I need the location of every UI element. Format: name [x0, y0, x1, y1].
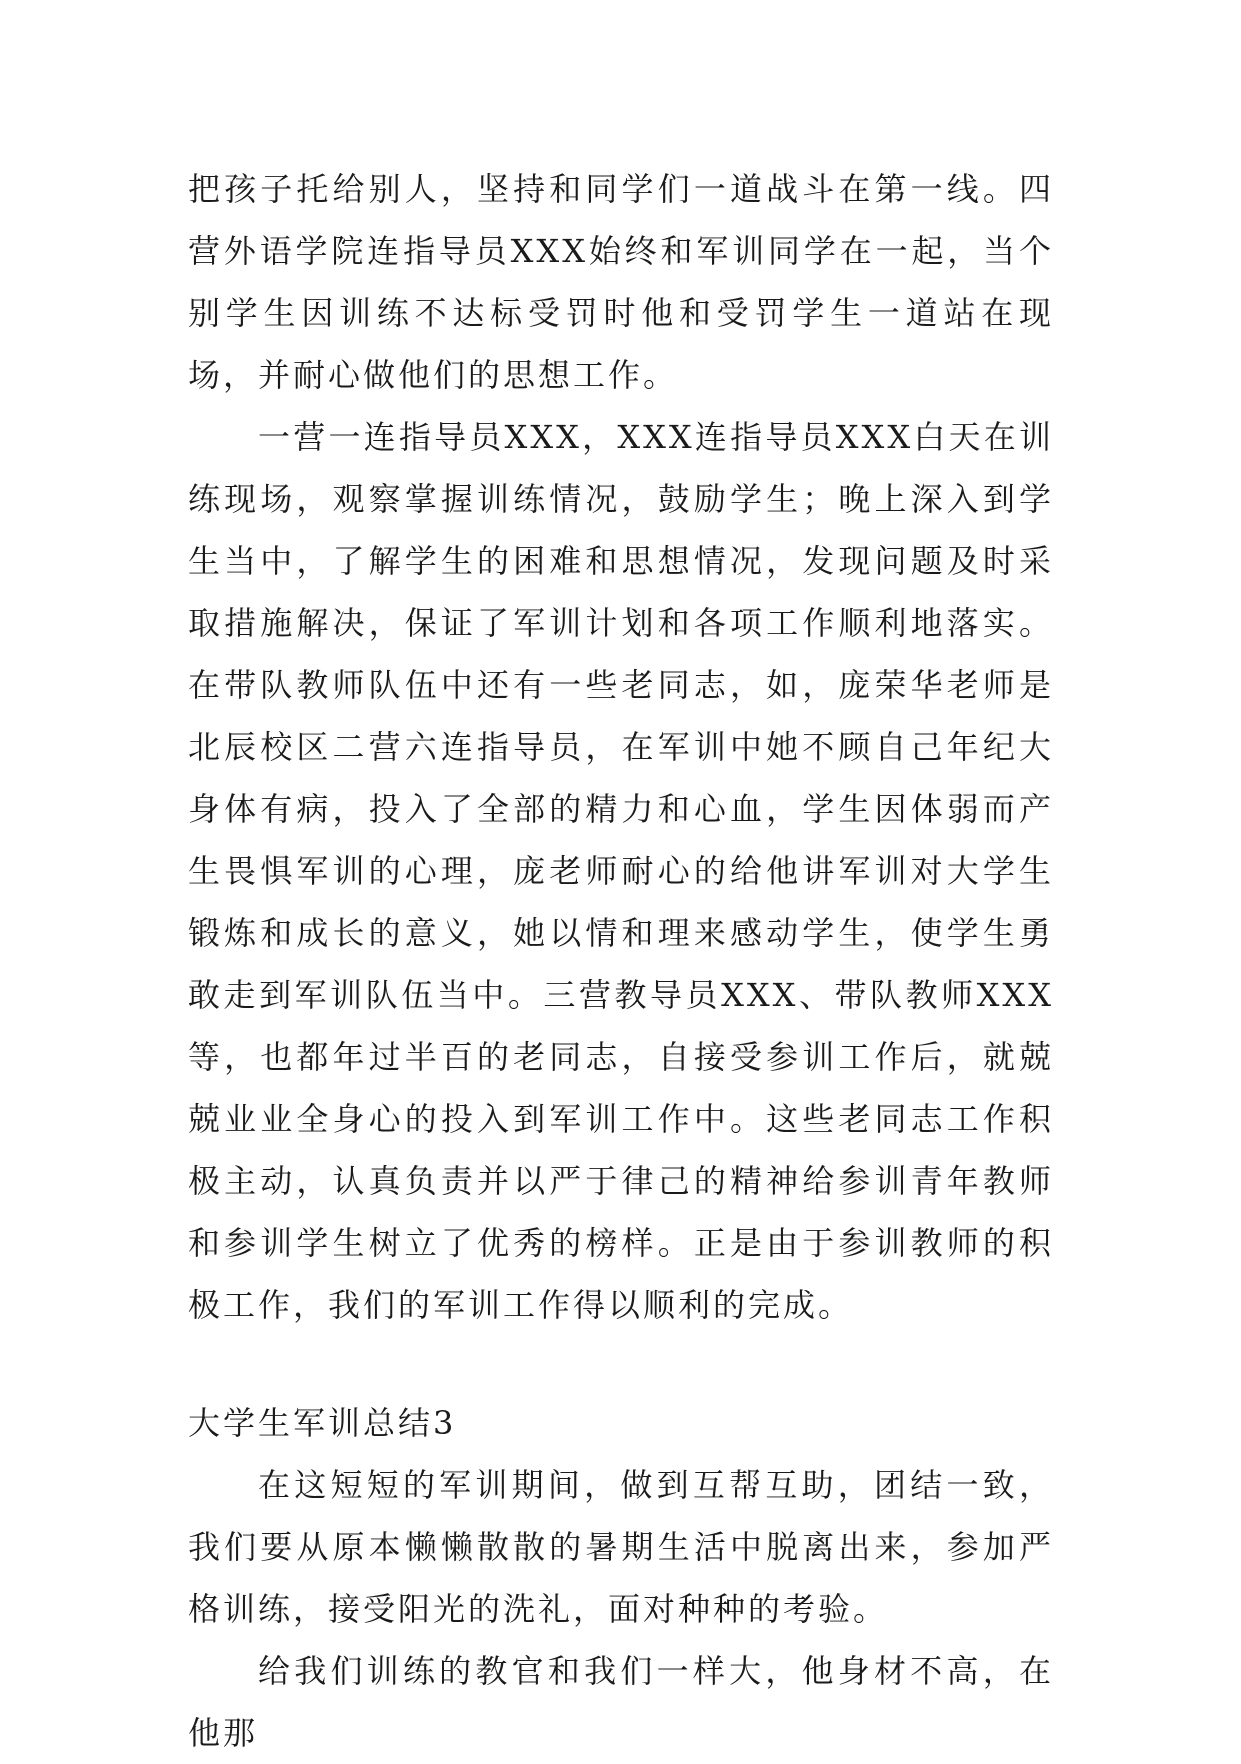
- paragraph-3: 在这短短的军训期间，做到互帮互助，团结一致，我们要从原本懒懒散散的暑期生活中脱离出来，参加严格训练，接受阳光的洗礼，面对种种的考验。: [188, 1466, 1054, 1628]
- paragraph-1: 把孩子托给别人，坚持和同学们一道战斗在第一线。四营外语学院连指导员XXX始终和军训同学在一起，当个别学生因训练不达标受罚时他和受罚学生一道站在现场，并耐心做他们的思想工作。: [188, 170, 1054, 394]
- paragraph-2: 一营一连指导员XXX，XXX连指导员XXX白天在训练现场，观察掌握训练情况，鼓励学生；晚上深入到学生当中，了解学生的困难和思想情况，发现问题及时采取措施解决，保证了军训计划和各项工作顺利地落实。在带队教师队伍中还有一些老同志，如，庞荣华老师是北辰校区二营六连指导员，在军训中她不顾自己年纪大身体有病，投入了全部的精力和心血，学生因体弱而产生畏惧军训的心理，庞老师耐心的给他讲军训对大学生锻炼和成长的意义，她以情和理来感动学生，使学生勇敢走到军训队伍当中。三营教导员XXX、带队教师XXX等，也都年过半百的老同志，自接受参训工作后，就兢兢业业全身心的投入到军训工作中。这些老同志工作积极主动，认真负责并以严于律己的精神给参训青年教师和参训学生树立了优秀的榜样。正是由于参训教师的积极工作，我们的军训工作得以顺利的完成。: [188, 418, 1054, 1324]
- document-body: [188, 158, 1054, 1764]
- section-heading: 大学生军训总结3: [188, 1404, 457, 1442]
- paragraph-4: 给我们训练的教官和我们一样大，他身材不高，在他那: [188, 1652, 1054, 1752]
